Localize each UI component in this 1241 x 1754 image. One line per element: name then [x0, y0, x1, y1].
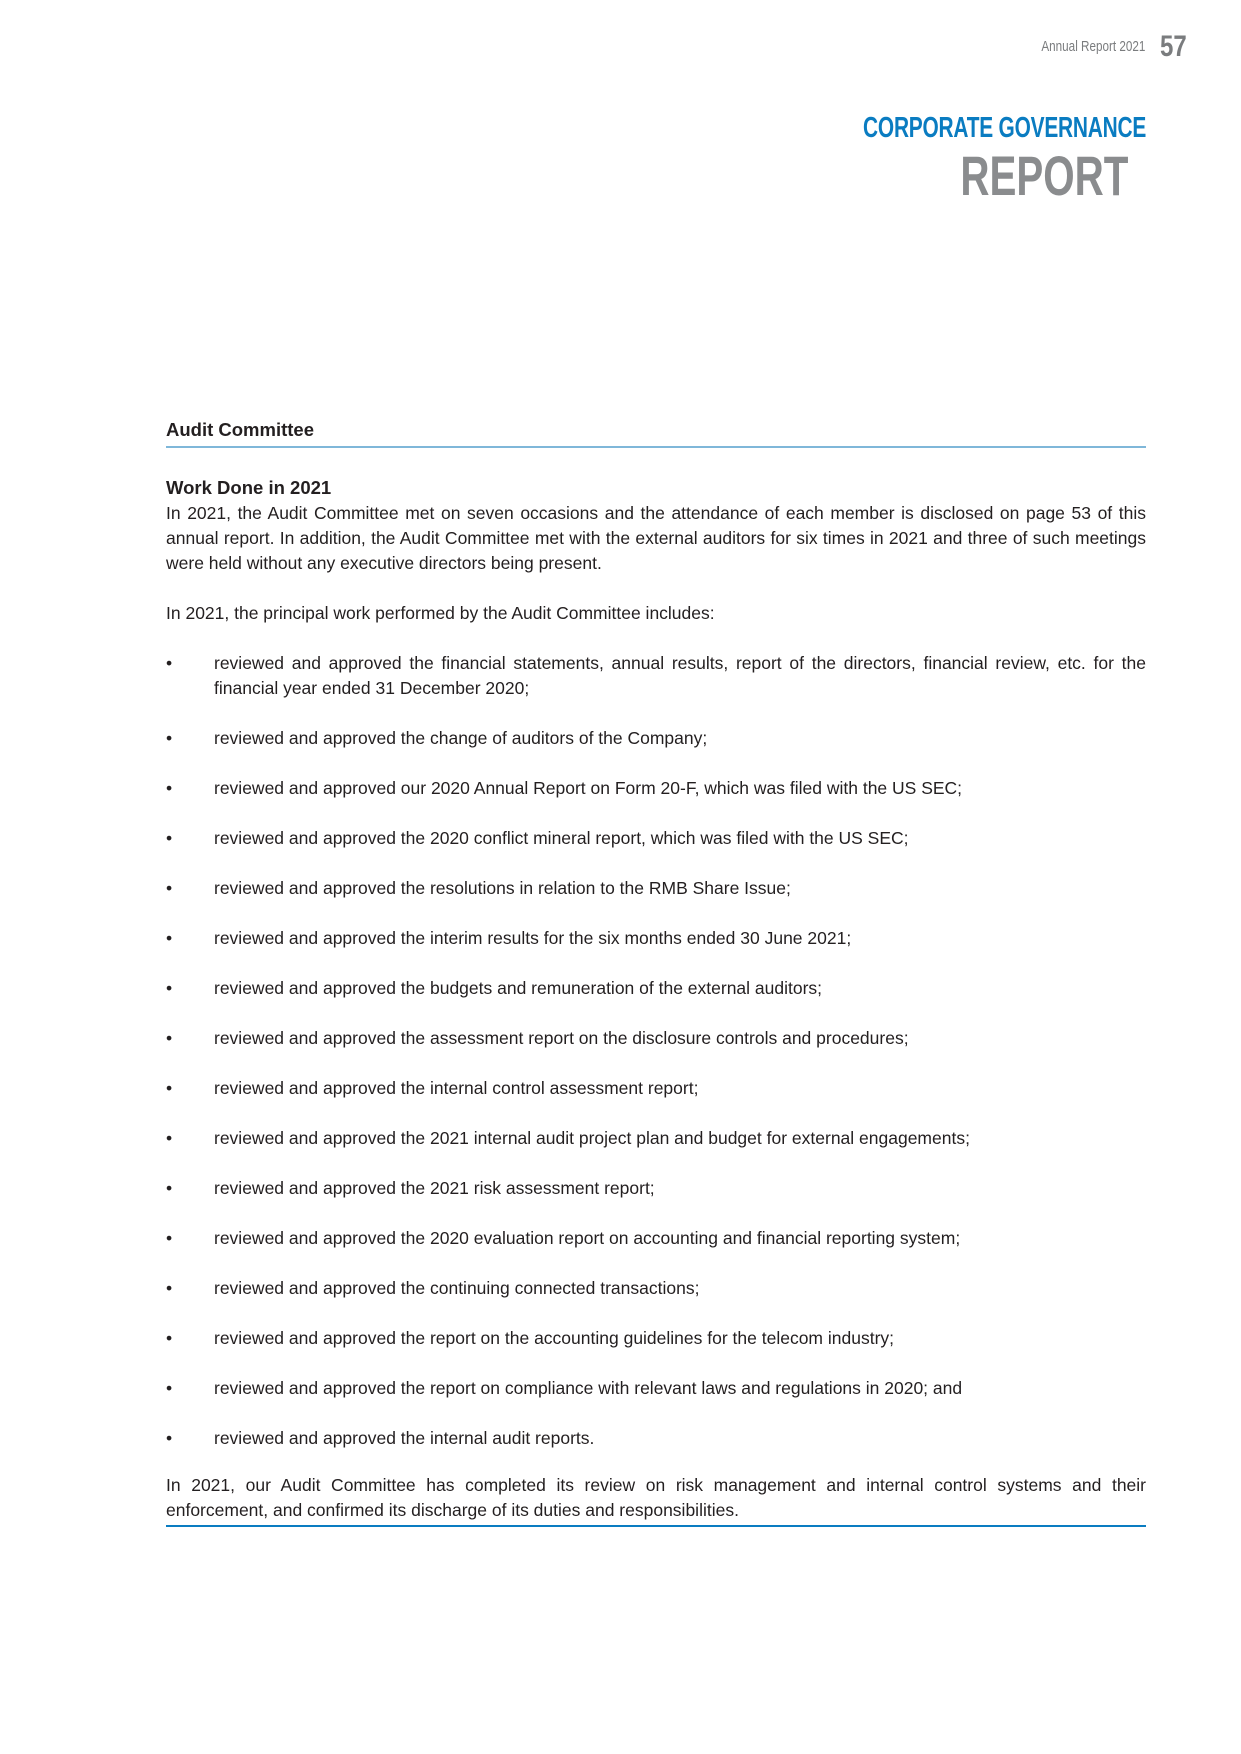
section-title-report: REPORT: [959, 144, 1128, 207]
bullet-icon: •: [166, 828, 173, 848]
section-heading: Audit Committee: [166, 419, 314, 440]
list-item: [166, 1276, 1146, 1301]
list-item-text: reviewed and approved the continuing connected transactions;: [214, 1278, 700, 1298]
section-end-divider: [166, 1525, 1146, 1527]
bullet-icon: •: [166, 1078, 173, 1098]
list-item: [166, 1426, 1146, 1451]
bullet-icon: •: [166, 1178, 173, 1198]
list-item-text: reviewed and approved the change of auditors of the Company;: [214, 728, 708, 748]
bullet-icon: •: [166, 1228, 173, 1248]
work-list: [166, 651, 1146, 1451]
list-item-text: reviewed and approved the internal audit reports.: [214, 1428, 595, 1448]
bullet-icon: •: [166, 978, 173, 998]
list-item-text: reviewed and approved the resolutions in relation to the RMB Share Issue;: [214, 878, 791, 898]
conclusion-paragraph: In 2021, our Audit Committee has completed its review on risk management and internal control systems and their enforcement, and confirmed its discharge of its duties and responsibilities.: [166, 1475, 1146, 1520]
subheading: Work Done in 2021: [166, 477, 332, 498]
bullet-icon: •: [166, 1028, 173, 1048]
bullet-icon: •: [166, 653, 173, 673]
list-item-text: reviewed and approved the report on the accounting guidelines for the telecom industry;: [214, 1328, 895, 1348]
list-item: [166, 776, 1146, 801]
list-item: [166, 1376, 1146, 1401]
list-item-text: reviewed and approved our 2020 Annual Report on Form 20-F, which was filed with the US SEC;: [214, 778, 963, 798]
heading-divider: [166, 446, 1146, 448]
list-item: [166, 651, 1146, 701]
list-item: [166, 1176, 1146, 1201]
list-item: [166, 926, 1146, 951]
list-item-text: reviewed and approved the 2020 conflict mineral report, which was filed with the US SEC;: [214, 828, 909, 848]
bullet-icon: •: [166, 928, 173, 948]
bullet-icon: •: [166, 778, 173, 798]
list-item-text: reviewed and approved the assessment report on the disclosure controls and procedures;: [214, 1028, 909, 1048]
running-header: Annual Report 2021: [1040, 38, 1145, 55]
intro-paragraph: In 2021, the Audit Committee met on seven occasions and the attendance of each member is disclosed on page 53 of this annual report. In addition, the Audit Committee met with the external auditors for six times in 2021 and three of such meetings were held without any executive directors being present.: [166, 503, 1146, 573]
list-item: [166, 1026, 1146, 1051]
lead-paragraph: In 2021, the principal work performed by the Audit Committee includes:: [166, 603, 715, 623]
list-item: [166, 1076, 1146, 1101]
list-item: [166, 1226, 1146, 1251]
bullet-icon: •: [166, 878, 173, 898]
bullet-icon: •: [166, 728, 173, 748]
bullet-icon: •: [166, 1428, 173, 1448]
bullet-icon: •: [166, 1378, 173, 1398]
list-item-text: reviewed and approved the interim results for the six months ended 30 June 2021;: [214, 928, 852, 948]
section-title-corporate-governance: CORPORATE GOVERNANCE: [862, 112, 1146, 144]
list-item-text: reviewed and approved the financial statements, annual results, report of the directors, financial review, etc. for the financial year ended 31 December 2020;: [214, 653, 1146, 698]
list-item-text: reviewed and approved the budgets and remuneration of the external auditors;: [214, 978, 823, 998]
bullet-icon: •: [166, 1328, 173, 1348]
list-item-text: reviewed and approved the report on compliance with relevant laws and regulations in 2020; and: [214, 1378, 963, 1398]
list-item-text: reviewed and approved the 2021 internal audit project plan and budget for external engagements;: [214, 1128, 970, 1148]
page-number: 57: [1160, 30, 1187, 63]
list-item-text: reviewed and approved the 2020 evaluation report on accounting and financial reporting system;: [214, 1228, 961, 1248]
list-item: [166, 1326, 1146, 1351]
list-item: [166, 876, 1146, 901]
list-item: [166, 976, 1146, 1001]
bullet-icon: •: [166, 1278, 173, 1298]
list-item: [166, 726, 1146, 751]
list-item-text: reviewed and approved the 2021 risk assessment report;: [214, 1178, 655, 1198]
list-item: [166, 826, 1146, 851]
list-item: [166, 1126, 1146, 1151]
audit-committee-section: [166, 417, 1146, 1527]
list-item-text: reviewed and approved the internal control assessment report;: [214, 1078, 699, 1098]
bullet-icon: •: [166, 1128, 173, 1148]
